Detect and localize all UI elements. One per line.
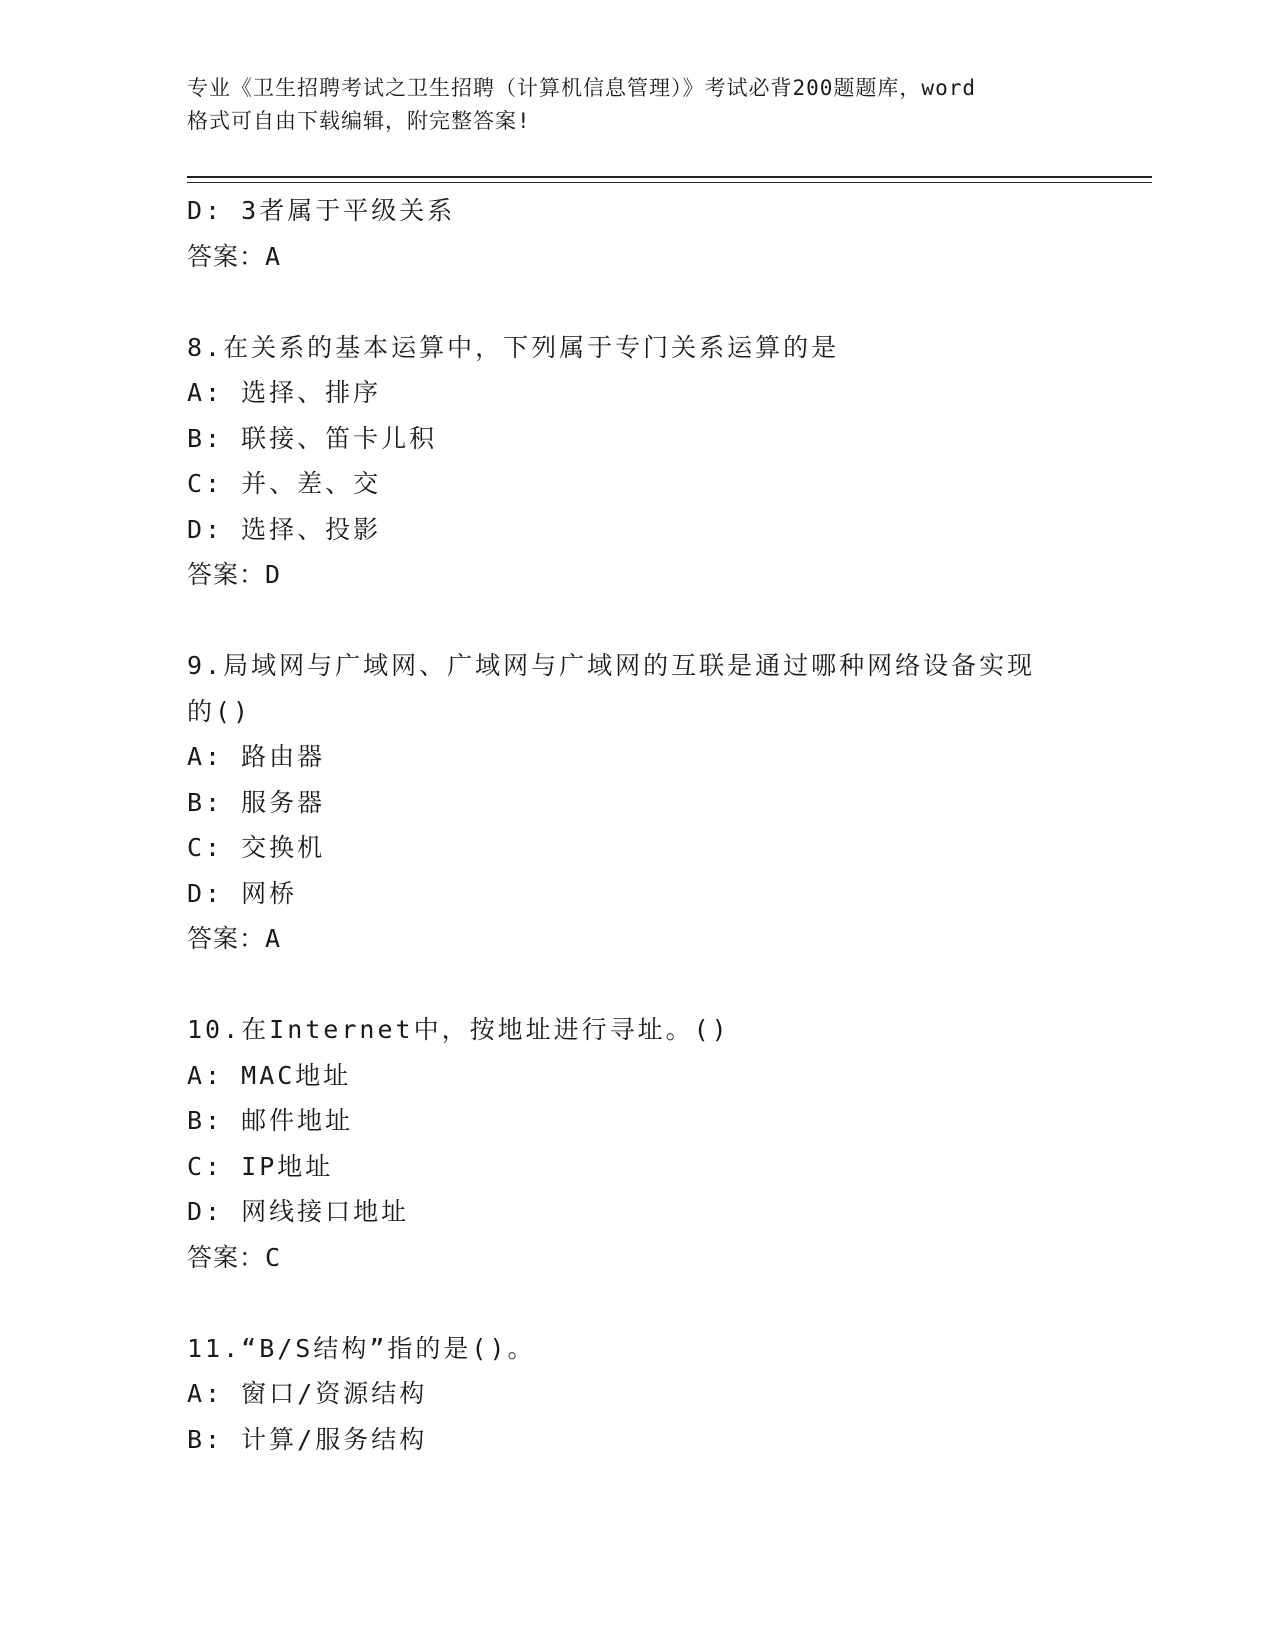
q10-option-d: D: 网线接口地址 xyxy=(187,1197,410,1226)
q7-answer: 答案：A xyxy=(187,241,282,271)
q8-stem: 8.在关系的基本运算中，下列属于专门关系运算的是 xyxy=(187,332,840,362)
q10-option-b: B: 邮件地址 xyxy=(187,1106,354,1135)
q11-option-a: A: 窗口/资源结构 xyxy=(187,1379,428,1408)
header-title-line-2: 格式可自由下载编辑，附完整答案! xyxy=(187,109,531,133)
q9-option-d: D: 网桥 xyxy=(187,878,298,908)
q8-answer: 答案：D xyxy=(187,560,282,589)
q8-option-d: D: 选择、投影 xyxy=(187,514,382,544)
q8-option-b: B: 联接、笛卡儿积 xyxy=(187,423,438,453)
q8-option-c: C: 并、差、交 xyxy=(187,469,382,498)
q9-option-a: A: 路由器 xyxy=(187,742,326,771)
q9-answer: 答案：A xyxy=(187,924,282,953)
spacer xyxy=(187,598,1087,644)
spacer xyxy=(187,279,1087,325)
question-list xyxy=(187,188,1087,1462)
q7-option-d: D: 3者属于平级关系 xyxy=(187,196,456,225)
header-title-line-1: 专业《卫生招聘考试之卫生招聘（计算机信息管理）》考试必背200题题库，word xyxy=(187,76,976,100)
header-divider-thick xyxy=(187,176,1152,178)
q10-option-a: A: MAC地址 xyxy=(187,1060,352,1090)
spacer xyxy=(187,1280,1087,1326)
q9-option-c: C: 交换机 xyxy=(187,833,326,862)
q10-option-c: C: IP地址 xyxy=(187,1151,334,1181)
q9-stem-line-2: 的() xyxy=(187,696,252,726)
q8-option-a: A: 选择、排序 xyxy=(187,378,382,407)
header-divider-thin xyxy=(187,182,1152,183)
spacer xyxy=(187,962,1087,1008)
q10-stem: 10.在Internet中，按地址进行寻址。() xyxy=(187,1015,730,1044)
q11-stem: 11.“B/S结构”指的是()。 xyxy=(187,1333,536,1363)
q9-stem-line-1: 9.局域网与广域网、广域网与广域网的互联是通过哪种网络设备实现 xyxy=(187,651,1036,680)
q10-answer: 答案：C xyxy=(187,1242,282,1272)
q11-option-b: B: 计算/服务结构 xyxy=(187,1424,428,1454)
document-header xyxy=(187,72,1087,138)
q9-option-b: B: 服务器 xyxy=(187,787,326,817)
